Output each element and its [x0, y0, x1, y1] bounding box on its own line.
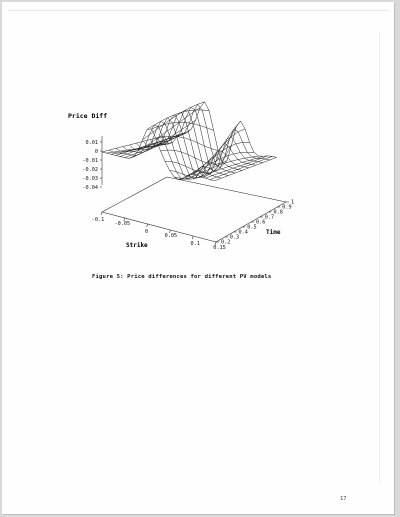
z-tick-label: -0.02: [82, 167, 98, 173]
y-tick-label: 0.2: [221, 239, 231, 246]
surface-grid-line: [215, 157, 277, 181]
z-tick-label: 0.01: [85, 140, 98, 146]
surface-grid-line: [143, 111, 256, 174]
page-number: 17: [340, 496, 347, 502]
z-axis-label: Price Diff: [68, 112, 108, 120]
y-tick-label: 0.8: [273, 209, 283, 216]
plot-box: [100, 136, 292, 245]
surface-grid-line: [210, 156, 272, 179]
x-tick-label: -0.05: [114, 221, 131, 227]
x-tick-label: 0: [145, 229, 149, 235]
x-tick-label: -0.1: [91, 217, 105, 223]
y-tick-label: 0.9: [282, 204, 292, 211]
floor-edge-left: [102, 177, 167, 212]
surface-grid-line: [130, 115, 243, 178]
y-tick-label: 0.7: [264, 214, 275, 221]
y-axis-label: Time: [266, 229, 281, 236]
y-tick-label: 0.6: [256, 219, 266, 226]
y-tick-label: 0.3: [229, 234, 240, 241]
floor-edge-front: [102, 212, 216, 242]
surface-grid-line: [164, 102, 277, 163]
surface-plot: [2, 2, 394, 514]
floor-edge-back: [167, 177, 286, 202]
document-page: [2, 2, 394, 514]
y-tick-label: 0.5: [247, 224, 257, 231]
x-axis-label: Strike: [126, 242, 148, 249]
z-tick-label: 0: [94, 149, 98, 155]
figure-caption: Figure 5: Price differences for different PV models: [92, 274, 272, 280]
z-tick-label: -0.01: [82, 158, 98, 164]
x-tick-mark: [101, 212, 102, 215]
y-tick-label: 0.4: [238, 229, 248, 236]
x-tick-label: 0.1: [190, 241, 200, 247]
z-tick-label: -0.04: [82, 185, 98, 191]
z-tick-label: -0.03: [82, 176, 98, 182]
x-tick-mark: [192, 236, 193, 239]
x-tick-label: 0.15: [213, 245, 226, 251]
x-tick-mark: [147, 224, 148, 227]
surface-mesh: [102, 102, 277, 181]
y-tick-label: 1: [291, 199, 295, 206]
surface-grid-line: [102, 129, 215, 181]
x-tick-label: 0.05: [164, 233, 178, 239]
